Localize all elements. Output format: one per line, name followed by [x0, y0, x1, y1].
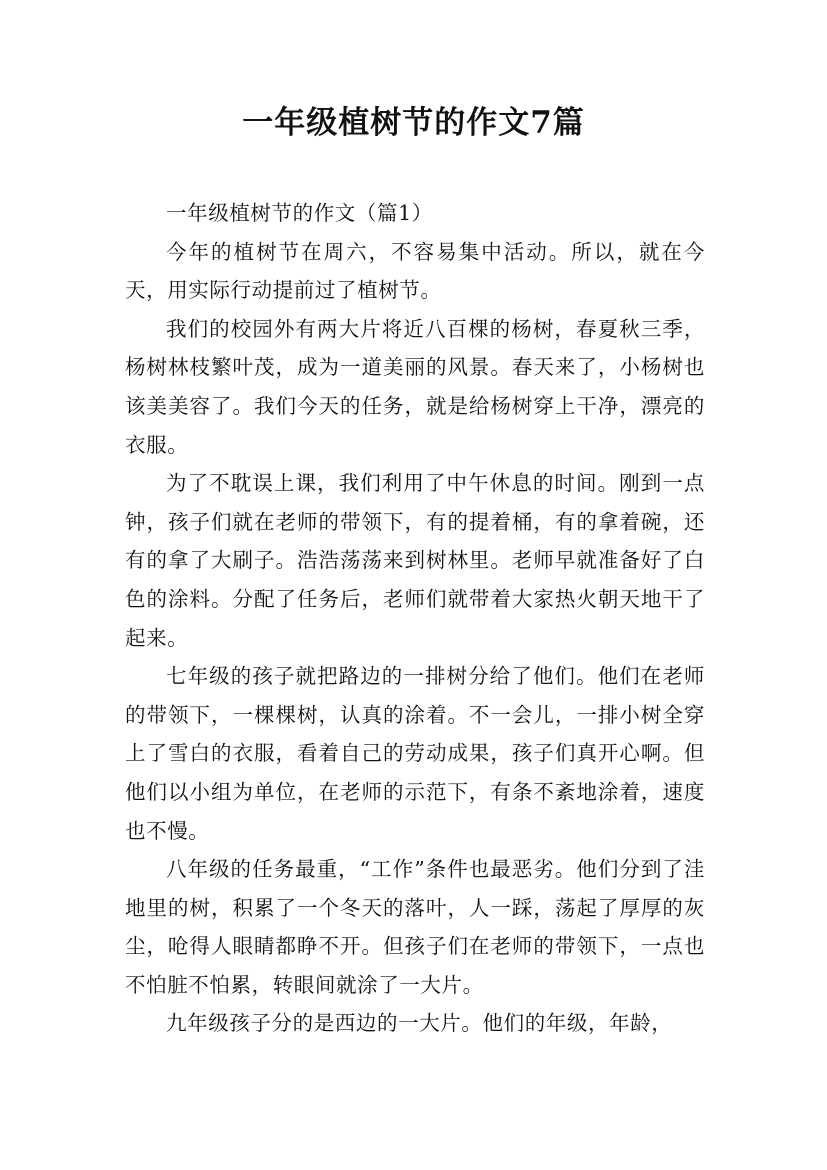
paragraph: 九年级孩子分的是西边的一大片。他们的年级，年龄，: [166, 1011, 673, 1036]
paragraph: 为了不耽误上课，我们利用了中午休息的时间。刚到一点钟，孩子们就在老师的带领下，有的提着桶，有的拿着碗，还有的拿了大刷子。浩浩荡荡来到树林里。老师早就准备好了白色的涂料。分配了任务后，老师们就带着大家热火朝天地干了起来。: [125, 471, 705, 650]
document-title: 一年级植树节的作文7篇: [242, 105, 585, 141]
paragraph: 今年的植树节在周六，不容易集中活动。所以，就在今天，用实际行动提前过了植树节。: [125, 239, 705, 303]
document-body: [125, 194, 705, 1043]
paragraph: 八年级的任务最重，“工作”条件也最恶劣。他们分到了洼地里的树，积累了一个冬天的落叶，人一踩，荡起了厚厚的灰尘，呛得人眼睛都睁不开。但孩子们在老师的带领下，一点也不怕脏不怕累，转眼间就涂了一大片。: [125, 857, 705, 997]
paragraph: 我们的校园外有两大片将近八百棵的杨树，春夏秋三季，杨树林枝繁叶茂，成为一道美丽的风景。春天来了，小杨树也该美美容了。我们今天的任务，就是给杨树穿上干净，漂亮的衣服。: [125, 316, 705, 457]
section-heading: 一年级植树节的作文（篇1）: [166, 201, 433, 225]
paragraph: 七年级的孩子就把路边的一排树分给了他们。他们在老师的带领下，一棵棵树，认真的涂着。不一会儿，一排小树全穿上了雪白的衣服，看着自己的劳动成果，孩子们真开心啊。但他们以小组为单位，在老师的示范下，有条不紊地涂着，速度也不慢。: [125, 664, 705, 843]
